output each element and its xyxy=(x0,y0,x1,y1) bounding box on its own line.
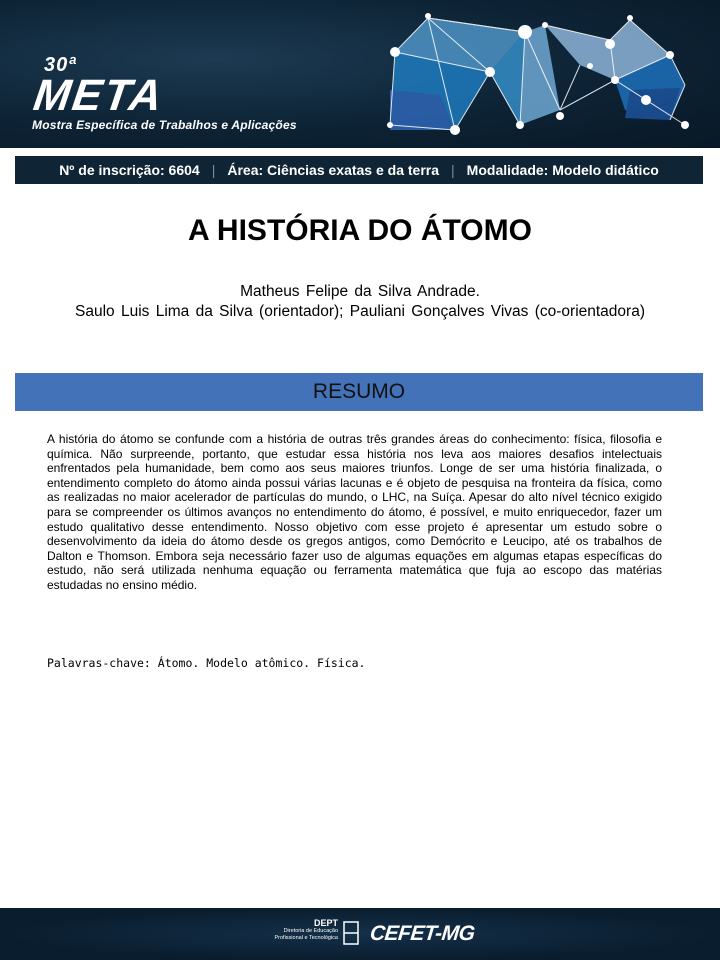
edition-number: 30ª xyxy=(44,54,77,76)
authors-block xyxy=(0,282,720,322)
network-graphic xyxy=(370,0,720,148)
modality-label: Modalidade: Modelo didático xyxy=(466,162,659,178)
advisor-line: Saulo Luis Lima da Silva (orientador); Pauliani Gonçalves Vivas (co-orientadora) xyxy=(75,303,645,320)
dept-mark-icon xyxy=(342,920,360,946)
abstract-text: A história do átomo se confunde com a história de outras três grandes áreas do conhecimento: física, filosofia e química. Não surpreende, portanto, que estudar essa história nos leva aos maiores desafios intelectuais enfrentados pela humanidade, bem como aos seus maiores triunfos. Longe de ser uma história finalizada, o entendimento completo do átomo ainda possui várias lacunas e é objeto de pesquisa na fronteira da física, como as realizadas no maior acelerador de partículas do mundo, o LHC, na Suíça. Apesar do alto nível técnico exigido para se compreender os últimos avanços no entendimento do átomo, é possível, e muito enriquecedor, fazer um estudo qualitativo desse entendimento. Nosso objetivo com esse projeto é apresentar um estudo sobre o desenvolvimento da ideia do átomo desde os gregos antigos, como Demócrito e Leucipo, até os trabalhos de Dalton e Thomson. Embora seja necessário fazer uso de algumas equações em algumas etapas específicas do estudo, não será utilizada nenhuma equação ou ferramenta matemática que fuja ao escopo das matérias estudadas no ensino médio. xyxy=(47,432,662,592)
event-logo-text: META xyxy=(30,71,167,120)
author-line: Matheus Felipe da Silva Andrade. xyxy=(240,283,480,300)
area-label: Área: Ciências exatas e da terra xyxy=(227,162,440,178)
keywords-line: Palavras-chave: Átomo. Modelo atômico. Física. xyxy=(47,656,366,670)
dept-abbreviation: DEPT xyxy=(313,918,338,928)
section-heading-resumo xyxy=(15,373,703,411)
separator: | xyxy=(211,162,216,178)
event-subtitle: Mostra Específica de Trabalhos e Aplicações xyxy=(32,118,297,132)
dept-logo-text xyxy=(262,918,338,941)
separator: | xyxy=(451,162,455,178)
dept-name-line1: Diretoria de Educação xyxy=(283,928,338,934)
section-heading-text: RESUMO xyxy=(312,380,406,403)
footer-banner xyxy=(0,908,720,960)
page-title: A HISTÓRIA DO ÁTOMO xyxy=(188,214,532,247)
header-banner xyxy=(0,0,720,148)
dept-name-line2: Profissional e Tecnológica xyxy=(274,934,338,941)
institution-logo: CEFET-MG xyxy=(368,922,476,945)
registration-info-bar xyxy=(15,156,703,184)
registration-number: Nº de inscrição: 6604 xyxy=(59,162,200,178)
